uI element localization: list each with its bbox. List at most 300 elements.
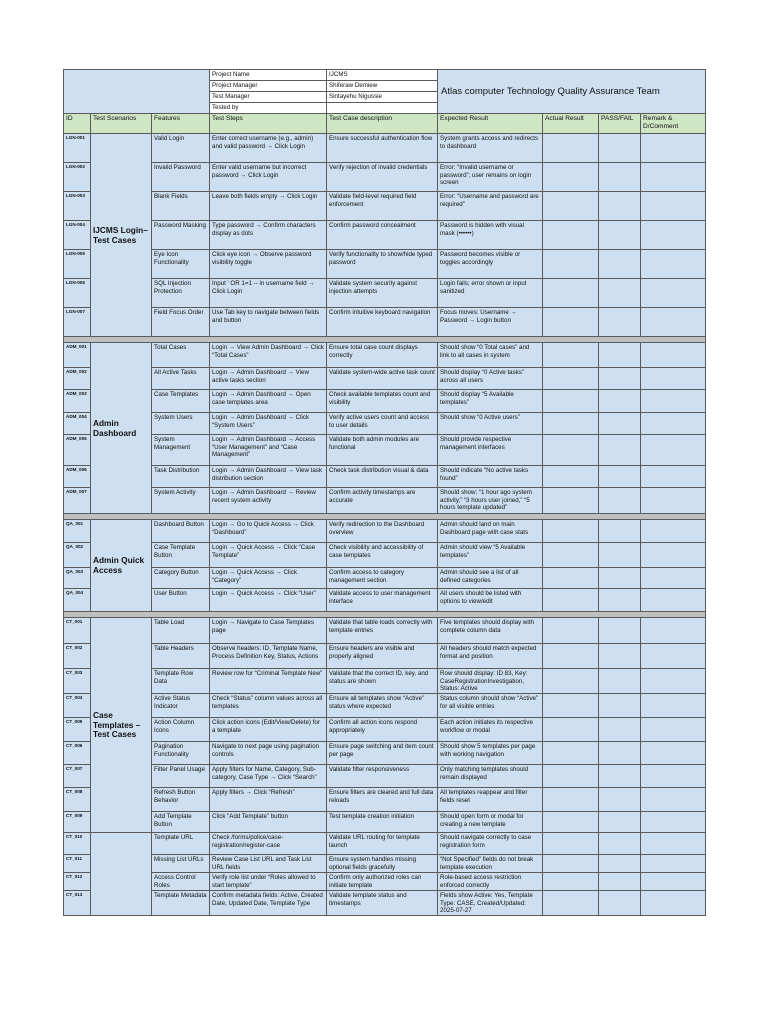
row-id: ADM_002 [64,368,91,390]
pass-fail-cell [599,812,641,833]
actual-result-cell [543,669,599,694]
table-row [64,718,706,742]
pass-fail-cell [599,390,641,413]
expected-result-cell: Admin should see a list of all defined categories [438,568,543,589]
feature-cell: System Users [152,413,210,435]
expected-result-cell: Only matching templates should remain displayed [438,765,543,788]
description-cell: Validate system security against injection attempts [327,279,438,308]
remark-cell [641,488,706,514]
test-steps-cell: Apply filters for Name, Category, Sub-category, Case Type → Click “Search” [210,765,327,788]
table-row [64,520,706,543]
table-row [64,134,706,163]
table-row [64,568,706,589]
project-label: Project Manager [210,81,327,92]
remark-cell [641,669,706,694]
feature-cell: Field Focus Order [152,308,210,337]
actual-result-cell [543,466,599,488]
remark-cell [641,520,706,543]
row-id: CT_011 [64,855,91,873]
row-id: CT_005 [64,718,91,742]
pass-fail-cell [599,788,641,812]
row-id: CT_002 [64,644,91,669]
table-row [64,163,706,192]
expected-result-cell: Five templates should display with complete column data [438,618,543,644]
expected-result-cell: Should provide respective management interfaces [438,435,543,466]
row-id: ADM_003 [64,390,91,413]
pass-fail-cell [599,308,641,337]
row-id: LGN-005 [64,250,91,279]
expected-result-cell: Role-based access restriction enforced correctly [438,873,543,891]
expected-result-cell: Should show 5 templates per page with working navigation [438,742,543,765]
feature-cell: System Activity [152,488,210,514]
actual-result-cell [543,390,599,413]
row-id: CT_012 [64,873,91,891]
description-cell: Check available templates count and visibility [327,390,438,413]
column-header-remark: Remark & D/Comment [641,114,706,134]
pass-fail-cell [599,694,641,718]
column-header-actual: Actual Result [543,114,599,134]
expected-result-cell: Should show: “1 hour ago system activity,” “3 hours user joined,” “5 hours template updated” [438,488,543,514]
pass-fail-cell [599,718,641,742]
table-row [64,250,706,279]
feature-cell: Blank Fields [152,192,210,221]
scenario-label: Case Templates – Test Cases [91,618,152,833]
actual-result-cell [543,891,599,916]
remark-cell [641,435,706,466]
feature-cell: Case Templates [152,390,210,413]
scenario-label: IJCMS Login– Test Cases [91,134,152,337]
feature-cell: User Button [152,589,210,612]
table-body [64,70,706,916]
pass-fail-cell [599,192,641,221]
table-row [64,413,706,435]
project-value: Shiferaw Demiew [327,81,438,92]
actual-result-cell [543,488,599,514]
test-steps-cell: Review Case List URL and Task List URL fields [210,855,327,873]
feature-cell: Add Template Button [152,812,210,833]
actual-result-cell [543,520,599,543]
feature-cell: Eye Icon Functionality [152,250,210,279]
table-row [64,435,706,466]
remark-cell [641,765,706,788]
feature-cell: Dashboard Button [152,520,210,543]
project-row [64,70,706,81]
feature-cell: Task Distribution [152,466,210,488]
row-id: QA_004 [64,589,91,612]
test-steps-cell: Click eye icon → Observe password visibility toggle [210,250,327,279]
description-cell: Confirm only authorized roles can initiate template [327,873,438,891]
test-steps-cell: Login → Admin Dashboard → Review recent system activity [210,488,327,514]
test-steps-cell: Login → Admin Dashboard → Access “User Management” and “Case Management” [210,435,327,466]
row-id: CT_008 [64,788,91,812]
row-id: ADM_005 [64,435,91,466]
row-id: LGN-007 [64,308,91,337]
description-cell: Test template creation initiation [327,812,438,833]
description-cell: Check visibility and accessibility of case templates [327,543,438,568]
remark-cell [641,694,706,718]
feature-cell: All Active Tasks [152,368,210,390]
table-row [64,221,706,250]
test-steps-cell: Enter valid username but incorrect password → Click Login [210,163,327,192]
remark-cell [641,812,706,833]
row-id: CT_006 [64,742,91,765]
table-row [64,543,706,568]
pass-fail-cell [599,466,641,488]
row-id: LGN-004 [64,221,91,250]
table-row [64,694,706,718]
row-id: CT_003 [64,669,91,694]
expected-result-cell: Password is hidden with visual mask (••••••) [438,221,543,250]
remark-cell [641,390,706,413]
pass-fail-cell [599,855,641,873]
test-steps-cell: Login → Navigate to Case Templates page [210,618,327,644]
feature-cell: Template Row Data [152,669,210,694]
actual-result-cell [543,163,599,192]
feature-cell: Table Load [152,618,210,644]
column-header-row [64,114,706,134]
test-steps-cell: Login → View Admin Dashboard → Click “Total Cases” [210,343,327,368]
feature-cell: Total Cases [152,343,210,368]
header-blank-cell [64,70,210,114]
project-value: Sintayehu Nigussie [327,92,438,103]
table-row [64,618,706,644]
remark-cell [641,413,706,435]
table-row [64,891,706,916]
actual-result-cell [543,694,599,718]
table-row [64,788,706,812]
test-steps-cell: Navigate to next page using pagination controls [210,742,327,765]
row-id: LGN-002 [64,163,91,192]
row-id: ADM_007 [64,488,91,514]
table-row [64,644,706,669]
test-steps-cell: Login → Admin Dashboard → View task distribution section [210,466,327,488]
feature-cell: Table Headers [152,644,210,669]
expected-result-cell: Admin should land on main Dashboard page with case stats [438,520,543,543]
feature-cell: Case Template Button [152,543,210,568]
column-header-expected: Expected Result [438,114,543,134]
pass-fail-cell [599,891,641,916]
row-id: CT_013 [64,891,91,916]
expected-result-cell: Error: “Invalid username or password”; user remains on login screen [438,163,543,192]
feature-cell: Template URL [152,833,210,855]
description-cell: Validate template status and timestamps [327,891,438,916]
remark-cell [641,163,706,192]
actual-result-cell [543,873,599,891]
test-steps-cell: Click “Add Template” button [210,812,327,833]
actual-result-cell [543,644,599,669]
test-steps-cell: Confirm metadata fields: Active, Created Date, Updated Date, Template Type [210,891,327,916]
description-cell: Confirm all action icons respond appropriately [327,718,438,742]
table-row [64,308,706,337]
actual-result-cell [543,788,599,812]
remark-cell [641,221,706,250]
expected-result-cell: Should open form or modal for creating a new template [438,812,543,833]
row-id: QA_002 [64,543,91,568]
team-title: Atlas computer Technology Quality Assurance Team [438,70,706,114]
description-cell: Validate both admin modules are functional [327,435,438,466]
feature-cell: Invalid Password [152,163,210,192]
project-label: Test Manager [210,92,327,103]
test-steps-cell: Login → Go to Quick Access → Click “Dashboard” [210,520,327,543]
table-row [64,873,706,891]
pass-fail-cell [599,568,641,589]
row-id: QA_003 [64,568,91,589]
expected-result-cell: “Not Specified” fields do not break template execution [438,855,543,873]
column-header-scenarios: Test Scenarios [91,114,152,134]
actual-result-cell [543,543,599,568]
pass-fail-cell [599,543,641,568]
feature-cell: Refresh Button Behavior [152,788,210,812]
pass-fail-cell [599,873,641,891]
description-cell: Confirm access to category management section [327,568,438,589]
scenario-label: Admin Dashboard [91,343,152,514]
row-id: CT_007 [64,765,91,788]
scenario-blank-cell [91,833,152,916]
description-cell: Ensure filters are cleared and full data reloads [327,788,438,812]
actual-result-cell [543,250,599,279]
description-cell: Confirm activity timestamps are accurate [327,488,438,514]
row-id: ADM_004 [64,413,91,435]
pass-fail-cell [599,413,641,435]
remark-cell [641,250,706,279]
pass-fail-cell [599,134,641,163]
actual-result-cell [543,134,599,163]
expected-result-cell: Fields show Active: Yes, Template Type: CASE, Created/Updated: 2025-07-27 [438,891,543,916]
actual-result-cell [543,413,599,435]
description-cell: Validate that the correct ID, key, and status are shown [327,669,438,694]
expected-result-cell: Each action initiates its respective workflow or modal [438,718,543,742]
table-row [64,589,706,612]
actual-result-cell [543,368,599,390]
pass-fail-cell [599,368,641,390]
pass-fail-cell [599,833,641,855]
remark-cell [641,891,706,916]
table-row [64,488,706,514]
column-header-passfail: PASS/FAIL [599,114,641,134]
test-steps-cell: Input ' OR 1=1 -- in username field → Click Login [210,279,327,308]
description-cell: Ensure total case count displays correctly [327,343,438,368]
row-id: ADM_006 [64,466,91,488]
test-case-table [63,69,706,916]
feature-cell: Access Control Roles [152,873,210,891]
actual-result-cell [543,833,599,855]
test-steps-cell: Review row for “Criminal Template New” [210,669,327,694]
remark-cell [641,343,706,368]
column-header-id: ID [64,114,91,134]
description-cell: Ensure page switching and item count per page [327,742,438,765]
pass-fail-cell [599,669,641,694]
test-case-sheet [63,69,705,916]
expected-result-cell: Password becomes visible or toggles accordingly [438,250,543,279]
row-id: QA_001 [64,520,91,543]
pass-fail-cell [599,435,641,466]
feature-cell: Valid Login [152,134,210,163]
pass-fail-cell [599,221,641,250]
test-steps-cell: Observe headers: ID, Template Name, Process Definition Key, Status, Actions [210,644,327,669]
actual-result-cell [543,192,599,221]
row-id: CT_010 [64,833,91,855]
table-row [64,742,706,765]
expected-result-cell: Focus moves: Username → Password → Login button [438,308,543,337]
expected-result-cell: Login fails; error shown or input sanitized [438,279,543,308]
table-row [64,466,706,488]
pass-fail-cell [599,163,641,192]
test-steps-cell: Login → Admin Dashboard → Click “System Users” [210,413,327,435]
description-cell: Confirm password concealment [327,221,438,250]
actual-result-cell [543,718,599,742]
description-cell: Validate that table loads correctly with template entries [327,618,438,644]
table-row [64,855,706,873]
test-steps-cell: Login → Quick Access → Click “Case Template” [210,543,327,568]
row-id: CT_004 [64,694,91,718]
description-cell: Ensure headers are visible and properly aligned [327,644,438,669]
project-value [327,103,438,114]
table-row [64,669,706,694]
pass-fail-cell [599,520,641,543]
actual-result-cell [543,812,599,833]
test-steps-cell: Verify role list under “Roles allowed to start template” [210,873,327,891]
pass-fail-cell [599,279,641,308]
description-cell: Validate field-level required field enforcement [327,192,438,221]
feature-cell: Category Button [152,568,210,589]
remark-cell [641,742,706,765]
remark-cell [641,308,706,337]
expected-result-cell: Status column should show “Active” for all visible entries [438,694,543,718]
row-id: LGN-006 [64,279,91,308]
project-label: Project Name [210,70,327,81]
test-steps-cell: Login → Quick Access → Click “User” [210,589,327,612]
description-cell: Validate access to user management interface [327,589,438,612]
remark-cell [641,589,706,612]
table-row [64,812,706,833]
project-label: Tested by [210,103,327,114]
test-steps-cell: Apply filters → Click “Refresh” [210,788,327,812]
remark-cell [641,833,706,855]
column-header-features: Features [152,114,210,134]
table-row [64,390,706,413]
feature-cell: Active Status Indicator [152,694,210,718]
column-header-description: Test Case description [327,114,438,134]
expected-result-cell: Should display “5 Available templates” [438,390,543,413]
table-row [64,343,706,368]
expected-result-cell: System grants access and redirects to dashboard [438,134,543,163]
table-row [64,765,706,788]
column-header-steps: Test Steps [210,114,327,134]
test-steps-cell: Type password → Confirm characters display as dots [210,221,327,250]
feature-cell: System Management [152,435,210,466]
actual-result-cell [543,855,599,873]
remark-cell [641,718,706,742]
row-id: ADM_001 [64,343,91,368]
row-id: LGN-003 [64,192,91,221]
test-steps-cell: Use Tab key to navigate between fields and button [210,308,327,337]
feature-cell: SQL Injection Protection [152,279,210,308]
actual-result-cell [543,221,599,250]
pass-fail-cell [599,618,641,644]
scenario-label: Admin Quick Access [91,520,152,612]
actual-result-cell [543,568,599,589]
description-cell: Verify functionality to show/hide typed password [327,250,438,279]
description-cell: Validate system-wide active task count [327,368,438,390]
description-cell: Ensure system handles missing optional fields gracefully [327,855,438,873]
test-steps-cell: Check “Status” column values across all templates [210,694,327,718]
remark-cell [641,192,706,221]
pass-fail-cell [599,589,641,612]
pass-fail-cell [599,343,641,368]
feature-cell: Password Masking [152,221,210,250]
remark-cell [641,644,706,669]
feature-cell: Missing List URLs [152,855,210,873]
test-steps-cell: Enter correct username (e.g., admin) and valid password → Click Login [210,134,327,163]
description-cell: Ensure all templates show “Active” status where expected [327,694,438,718]
expected-result-cell: Should indicate “No active tasks found” [438,466,543,488]
remark-cell [641,873,706,891]
test-steps-cell: Check /forms/police/case-registration/register-case [210,833,327,855]
expected-result-cell: Should display “0 Active tasks” across all users [438,368,543,390]
actual-result-cell [543,742,599,765]
actual-result-cell [543,618,599,644]
feature-cell: Pagination Functionality [152,742,210,765]
description-cell: Verify redirection to the Dashboard overview [327,520,438,543]
expected-result-cell: All templates reappear and filter fields reset [438,788,543,812]
expected-result-cell: All users should be listed with options to view/edit [438,589,543,612]
description-cell: Validate filter responsiveness [327,765,438,788]
row-id: CT_009 [64,812,91,833]
feature-cell: Template Metadata [152,891,210,916]
pass-fail-cell [599,250,641,279]
remark-cell [641,788,706,812]
row-id: LGN-001 [64,134,91,163]
remark-cell [641,543,706,568]
pass-fail-cell [599,765,641,788]
expected-result-cell: Error: “Username and password are required” [438,192,543,221]
description-cell: Verify active users count and access to user details [327,413,438,435]
feature-cell: Filter Panel Usage [152,765,210,788]
feature-cell: Action Column Icons [152,718,210,742]
expected-result-cell: Should show “0 Active users” [438,413,543,435]
actual-result-cell [543,308,599,337]
test-steps-cell: Login → Quick Access → Click “Category” [210,568,327,589]
remark-cell [641,618,706,644]
test-steps-cell: Leave both fields empty → Click Login [210,192,327,221]
remark-cell [641,279,706,308]
expected-result-cell: Should show “0 Total cases” and link to all cases in system [438,343,543,368]
description-cell: Ensure successful authentication flow [327,134,438,163]
description-cell: Check task distribution visual & data [327,466,438,488]
actual-result-cell [543,765,599,788]
row-id: CT_001 [64,618,91,644]
pass-fail-cell [599,742,641,765]
actual-result-cell [543,589,599,612]
table-row [64,368,706,390]
remark-cell [641,368,706,390]
table-row [64,192,706,221]
description-cell: Confirm intuitive keyboard navigation [327,308,438,337]
test-steps-cell: Click action icons (Edit/View/Delete) for a template [210,718,327,742]
expected-result-cell: All headers should match expected format and position [438,644,543,669]
table-row [64,279,706,308]
remark-cell [641,855,706,873]
table-row [64,833,706,855]
description-cell: Validate URL routing for template launch [327,833,438,855]
actual-result-cell [543,343,599,368]
actual-result-cell [543,435,599,466]
description-cell: Verify rejection of invalid credentials [327,163,438,192]
pass-fail-cell [599,644,641,669]
pass-fail-cell [599,488,641,514]
expected-result-cell: Should navigate correctly to case registration form [438,833,543,855]
remark-cell [641,466,706,488]
